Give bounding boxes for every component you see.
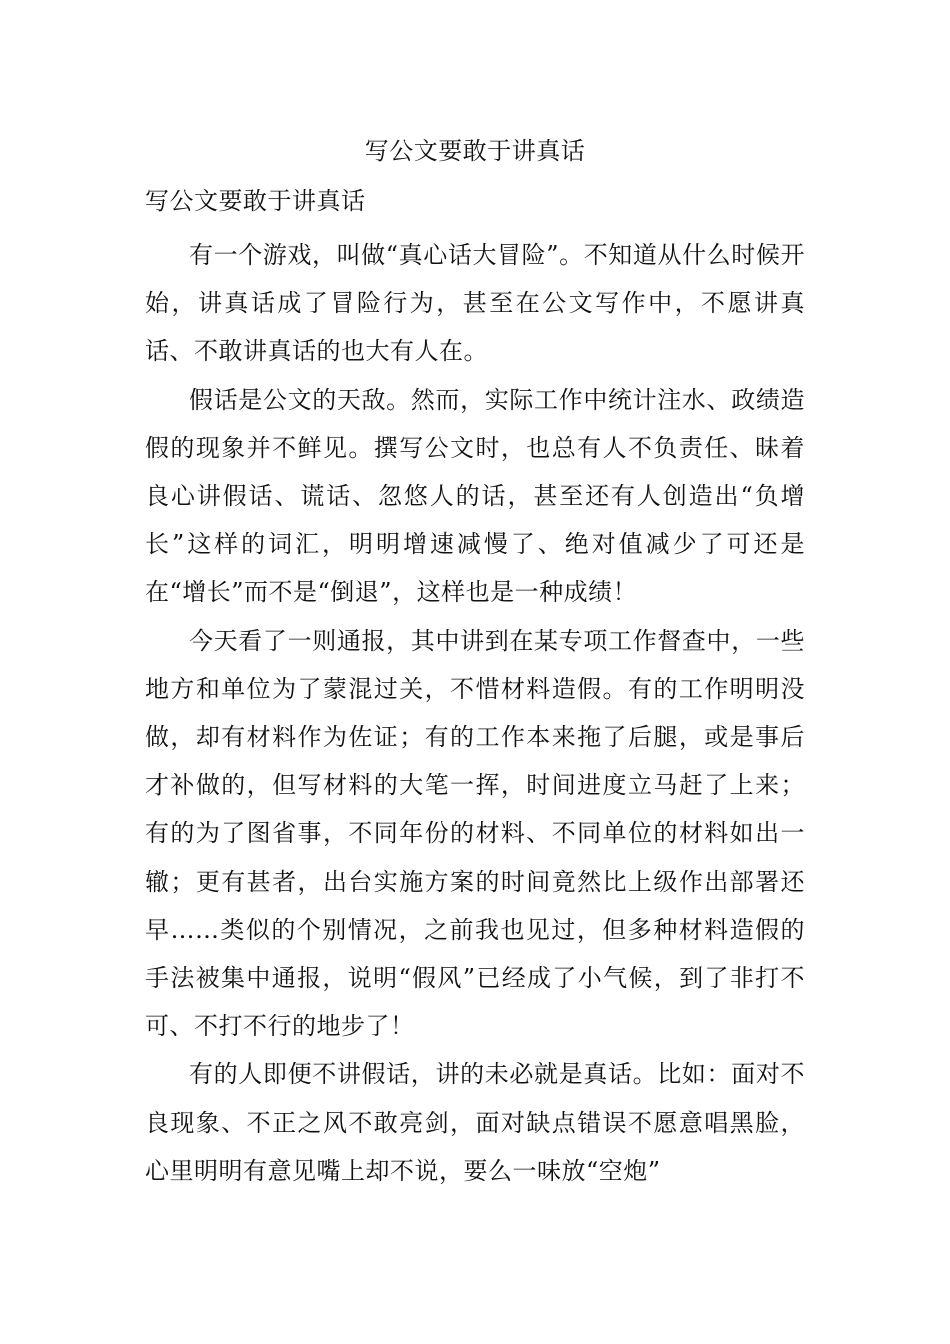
document-subtitle: 写公文要敢于讲真话 <box>145 187 366 215</box>
paragraph: 假话是公文的天敌。然而，实际工作中统计注水、政绩造假的现象并不鲜见。撰写公文时，也总有人不负责任、昧着良心讲假话、谎话、忽悠人的话，甚至还有人创造出“负增长”这样的词汇，明明增速减慢了、绝对值减少了可还是在“增长”而不是“倒退”，这样也是一种成绩！ <box>145 385 805 607</box>
paragraph: 有的人即便不讲假话，讲的未必就是真话。比如：面对不良现象、不正之风不敢亮剑，面对缺点错误不愿意唱黑脸，心里明明有意见嘴上却不说，要么一味放“空炮” <box>145 1060 805 1185</box>
paragraph: 今天看了一则通报，其中讲到在某专项工作督查中，一些地方和单位为了蒙混过关，不惜材料造假。有的工作明明没做，却有材料作为佐证；有的工作本来拖了后腿，或是事后才补做的，但写材料的大笔一挥，时间进度立马赶了上来；有的为了图省事，不同年份的材料、不同单位的材料如出一辙；更有甚者，出台实施方案的时间竟然比上级作出部署还早……类似的个别情况，之前我也见过，但多种材料造假的手法被集中通报，说明“假风”已经成了小气候，到了非打不可、不打不行的地步了！ <box>145 626 805 1041</box>
document-body <box>145 231 805 1195</box>
paragraph: 有一个游戏，叫做“真心话大冒险”。不知道从什么时候开始，讲真话成了冒险行为，甚至在公文写作中，不愿讲真话、不敢讲真话的也大有人在。 <box>145 241 805 366</box>
document-title: 写公文要敢于讲真话 <box>364 137 586 165</box>
